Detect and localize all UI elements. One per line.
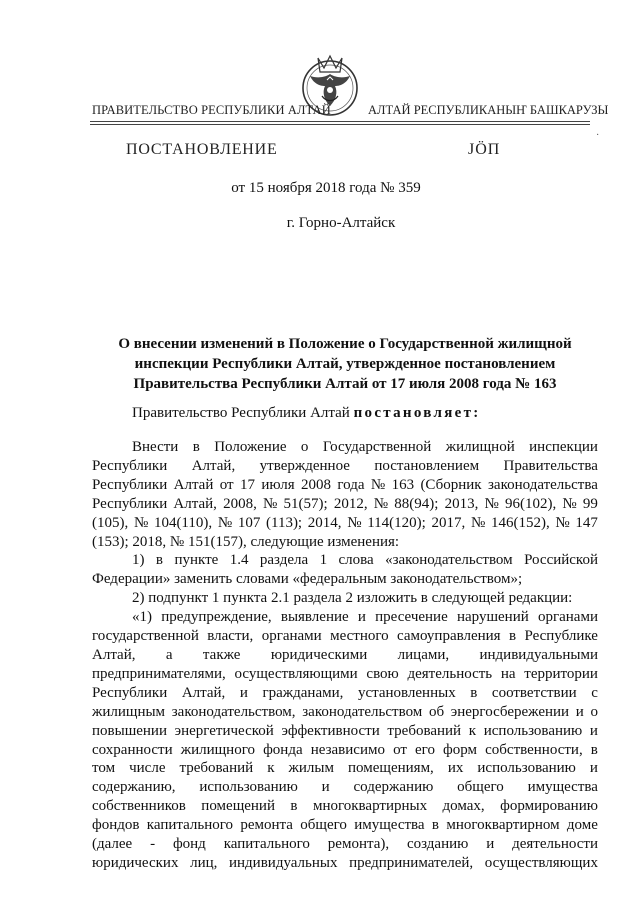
body-word: № (373, 495, 389, 512)
body-word: Государственной (322, 439, 432, 455)
body-word: Российской (524, 552, 598, 569)
body-word: помещениям, (348, 760, 434, 777)
body-word: и (357, 609, 366, 626)
title-line: О внесении изменений в Положение о Государственной жилищной (118, 336, 572, 352)
body-word: в (470, 684, 478, 701)
body-word: к (468, 722, 477, 739)
body-line (92, 514, 598, 533)
body-word: № (555, 514, 570, 531)
body-word: «1) (132, 609, 152, 626)
body-word: числе (129, 760, 166, 777)
body-word: установленных (357, 684, 456, 701)
document-title (92, 334, 598, 394)
body-line: Федерации» заменить словами «федеральным законодательством»; (92, 571, 523, 588)
body-word: от (219, 476, 234, 493)
body-word: о (590, 703, 598, 720)
body-word: 99 (582, 495, 598, 512)
body-word: собственников (92, 798, 186, 815)
body-word: № (470, 514, 486, 531)
body-word: - (150, 836, 156, 853)
body-word: энергетической (174, 722, 274, 739)
body-word: (105), (92, 514, 129, 531)
document-type-altai: JӦП (468, 141, 501, 158)
header-divider (90, 124, 590, 125)
body-word: независимо (310, 741, 385, 758)
body-word: об (428, 703, 445, 720)
body-word: жилищным (92, 703, 166, 720)
body-word: 147 (575, 514, 598, 531)
body-word: капитального (223, 836, 310, 853)
body-word: 2012, (333, 495, 368, 512)
header-divider (90, 121, 590, 122)
body-word: жилищной (445, 439, 515, 455)
body-word: эффективности (281, 722, 380, 739)
body-word: общего (300, 817, 347, 834)
margin-mark: · (596, 130, 600, 141)
body-line (92, 646, 598, 665)
body-word: и (575, 703, 584, 720)
body-word: жилым (288, 760, 334, 777)
body-line (92, 816, 598, 835)
body-word: с (591, 684, 598, 701)
decree-keyword: постановляет: (353, 405, 481, 421)
body-word: выявление (280, 609, 349, 626)
body-word: сохранности (92, 741, 173, 758)
body-line (92, 797, 598, 816)
body-line: 2) подпункт 1 пункта 2.1 раздела 2 изложить в следующей редакции: (132, 590, 573, 607)
body-word: 2013, (444, 495, 479, 512)
body-word: осуществляющих (484, 854, 598, 871)
body-word: (Сборник (420, 476, 482, 493)
body-word: Алтай, (181, 684, 226, 701)
body-word: осуществляющими (234, 665, 358, 682)
body-word: Республики (92, 684, 168, 701)
body-word: и (589, 760, 598, 777)
body-word: года (337, 476, 365, 493)
body-word: деятельности (512, 836, 598, 853)
body-word: использованию (477, 760, 576, 777)
body-word: юридическими (270, 646, 368, 663)
government-name-russian: ПРАВИТЕЛЬСТВО РЕСПУБЛИКИ АЛТАЙ (92, 103, 331, 117)
body-word: 2017, (431, 514, 466, 531)
body-line (92, 627, 598, 646)
body-word: (далее (92, 836, 133, 853)
body-word: ремонта (240, 817, 293, 834)
body-word: 2014, (307, 514, 342, 531)
body-word: также (202, 646, 241, 663)
body-word: доме (566, 817, 598, 834)
body-word: 1) (132, 552, 145, 569)
body-word: утвержденное (259, 457, 350, 474)
body-word: Алтай, (92, 646, 136, 663)
body-word: в (508, 628, 517, 645)
body-line: (153); 2018, № 151(157), следующие изменения: (92, 533, 400, 550)
body-word: 146(152), (490, 514, 550, 531)
body-word: 88(94); (394, 495, 439, 512)
body-word: раздела (259, 552, 309, 569)
body-word: о (300, 439, 309, 455)
body-word: законодательства (487, 476, 598, 493)
body-word: и (239, 684, 248, 701)
body-word: том (92, 760, 116, 777)
body-word: соответствии (491, 684, 577, 701)
body-word: нарушений (456, 609, 529, 626)
body-word: Алтай (173, 476, 214, 493)
body-word: законодательством, (171, 703, 296, 720)
body-word: органами (261, 628, 322, 645)
body-word: энергосбережении (450, 703, 570, 720)
body-word: гражданами, (262, 684, 344, 701)
body-line (92, 457, 598, 476)
body-word: слова (338, 552, 374, 569)
government-name-altai: АЛТАЙ РЕСПУБЛИКАНЫҤ БАШКАРУЗЫ (368, 103, 609, 117)
body-word: власти, (207, 628, 254, 645)
document-type-russian: ПОСТАНОВЛЕНИЕ (126, 141, 278, 158)
body-line (92, 665, 598, 684)
body-word: домах, (442, 798, 485, 815)
body-line (92, 854, 598, 873)
body-word: а (165, 646, 173, 663)
body-word: (113); (266, 514, 303, 531)
body-word: Республики (92, 476, 168, 493)
body-word: пресечение (375, 609, 448, 626)
body-word: июля (261, 476, 295, 493)
body-word: Алтай, (173, 495, 217, 512)
body-line (92, 703, 598, 722)
document-body (92, 438, 598, 873)
body-word: собственности, (485, 741, 583, 758)
body-word: индивидуальных (229, 854, 338, 871)
body-word: в (590, 741, 598, 758)
body-word: № (347, 514, 362, 531)
body-word: № (562, 495, 577, 512)
body-word: пункте (174, 552, 219, 569)
body-word: и (321, 779, 330, 796)
body-word: Республики (92, 457, 168, 474)
body-word: ремонта), (327, 836, 390, 853)
body-word: многоквартирных (312, 798, 428, 815)
body-word: повышении (92, 722, 167, 739)
body-word: в (192, 439, 200, 455)
body-word: фондов (92, 817, 140, 834)
body-word: капитального (146, 817, 234, 834)
body-word: № (484, 495, 499, 512)
body-word: содержанию, (92, 779, 176, 796)
body-word: Алтай, (191, 457, 236, 474)
body-word: законодательством (302, 703, 423, 720)
body-line (92, 476, 598, 495)
body-word: предупреждение, (161, 609, 272, 626)
body-word: 1 (319, 552, 328, 569)
body-word: созданию (406, 836, 469, 853)
body-word: и (589, 722, 598, 739)
body-word: их (447, 760, 464, 777)
body-word: самоуправления (397, 628, 501, 645)
body-word: лиц, (190, 854, 218, 871)
body-word: и (486, 836, 495, 853)
body-word: № (133, 514, 149, 531)
decree-lead: Правительство Республики Алтай (132, 405, 354, 421)
body-word: жилищного (180, 741, 255, 758)
body-word: общего (457, 779, 504, 796)
body-word: государственной (92, 628, 199, 645)
body-word: «законодательством (385, 552, 513, 569)
body-word: № (263, 495, 278, 512)
decree-statement (132, 405, 481, 422)
body-word: 51(57); (283, 495, 328, 512)
body-line (92, 684, 598, 703)
body-word: фонд (172, 836, 206, 853)
body-word: юридических (92, 854, 179, 871)
body-line (92, 551, 598, 570)
body-word: постановлением (374, 457, 480, 474)
body-line (92, 495, 598, 514)
body-word: Республики (92, 495, 168, 512)
body-word: форм (443, 741, 478, 758)
body-word: содержанию (353, 779, 434, 796)
body-word: к (267, 760, 275, 777)
body-word: от (393, 741, 407, 758)
body-word: Правительства (503, 457, 598, 474)
body-word: 2008 (300, 476, 331, 493)
body-word: в (290, 798, 298, 815)
body-word: Республике (524, 628, 598, 645)
body-line (92, 778, 598, 797)
body-word: имущества (354, 817, 425, 834)
body-word: 1.4 (229, 552, 249, 569)
body-word: имущества (527, 779, 598, 796)
body-word: лицами, (397, 646, 450, 663)
body-word: фонда (263, 741, 303, 758)
body-word: 2008, (223, 495, 257, 512)
body-word: деятельность (407, 665, 493, 682)
body-word: инспекции (529, 439, 598, 455)
body-word: свою (366, 665, 399, 682)
body-line (92, 741, 598, 760)
document-city: г. Горно-Алтайск (286, 215, 396, 231)
body-word: его (415, 741, 435, 758)
body-word: формированию (500, 798, 598, 815)
body-word: предпринимателей, (349, 854, 474, 871)
body-word: Внести (132, 439, 179, 455)
body-word: помещений (201, 798, 275, 815)
body-word: требований (387, 722, 462, 739)
title-line: инспекции Республики Алтай, утвержденное постановлением (134, 356, 556, 372)
body-word: использованию (483, 722, 583, 739)
body-word: территории (524, 665, 598, 682)
body-line (92, 759, 598, 778)
body-word: 17 (239, 476, 255, 493)
body-word: № (370, 476, 386, 493)
document-date-number: от 15 ноября 2018 года № 359 (231, 180, 421, 196)
body-word: на (500, 665, 516, 682)
body-line (92, 608, 598, 627)
body-word: индивидуальными (479, 646, 598, 663)
body-line (92, 722, 598, 741)
body-word: 114(120); (367, 514, 426, 531)
title-line: Правительства Республики Алтай от 17 июля 2008 года № 163 (133, 376, 557, 392)
body-line (92, 835, 598, 854)
body-word: 163 (391, 476, 415, 493)
body-word: местного (330, 628, 389, 645)
body-word: использованию (199, 779, 298, 796)
body-word: 107 (237, 514, 261, 531)
body-word: в (155, 552, 164, 569)
body-word: в (431, 817, 440, 834)
body-word: требований (179, 760, 254, 777)
body-line (92, 438, 598, 457)
body-word: многоквартирном (446, 817, 560, 834)
body-word: органами (537, 609, 598, 626)
body-word: предпринимателями, (92, 665, 226, 682)
body-word: № (217, 514, 233, 531)
body-word: Положение (214, 439, 287, 455)
body-word: 96(102), (505, 495, 557, 512)
body-word: 104(110), (153, 514, 213, 531)
